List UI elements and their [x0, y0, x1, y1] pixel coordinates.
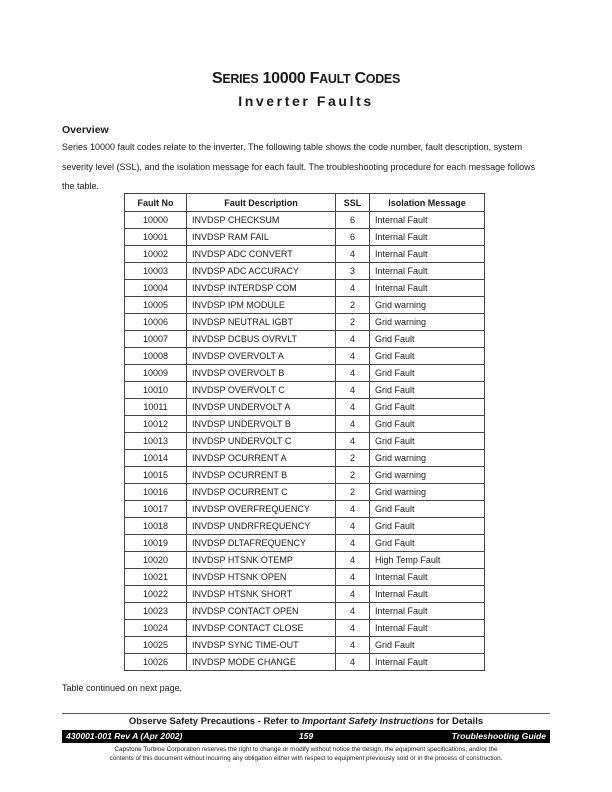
- cell-ssl: 6: [336, 212, 370, 229]
- cell-isolation-message: Grid Fault: [370, 399, 485, 416]
- cell-fault-description: INVDSP DCBUS OVRVLT: [187, 331, 336, 348]
- cell-fault-description: INVDSP SYNC TIME-OUT: [187, 637, 336, 654]
- footer-bar: [62, 730, 550, 743]
- cell-isolation-message: Grid Fault: [370, 637, 485, 654]
- cell-fault-no: 10010: [125, 382, 187, 399]
- cell-fault-description: INVDSP HTSNK SHORT: [187, 586, 336, 603]
- cell-fault-no: 10026: [125, 654, 187, 671]
- table-row: [125, 518, 485, 535]
- safety-text: for Details: [434, 716, 484, 727]
- cell-ssl: 4: [336, 535, 370, 552]
- cell-isolation-message: Grid Fault: [370, 535, 485, 552]
- cell-ssl: 2: [336, 484, 370, 501]
- cell-ssl: 4: [336, 586, 370, 603]
- cell-fault-description: INVDSP ADC CONVERT: [187, 246, 336, 263]
- cell-fault-description: INVDSP DLTAFREQUENCY: [187, 535, 336, 552]
- cell-fault-description: INVDSP MODE CHANGE: [187, 654, 336, 671]
- cell-isolation-message: High Temp Fault: [370, 552, 485, 569]
- cell-ssl: 4: [336, 654, 370, 671]
- cell-fault-no: 10007: [125, 331, 187, 348]
- cell-fault-no: 10011: [125, 399, 187, 416]
- cell-fault-no: 10002: [125, 246, 187, 263]
- table-row: [125, 484, 485, 501]
- table-row: [125, 399, 485, 416]
- cell-fault-description: INVDSP OCURRENT A: [187, 450, 336, 467]
- cell-fault-description: INVDSP RAM FAIL: [187, 229, 336, 246]
- cell-fault-description: INVDSP UNDERVOLT C: [187, 433, 336, 450]
- safety-text: Observe Safety Precautions - Refer to: [128, 716, 303, 727]
- table-row: [125, 467, 485, 484]
- cell-ssl: 4: [336, 348, 370, 365]
- table-row: [125, 348, 485, 365]
- cell-fault-no: 10014: [125, 450, 187, 467]
- header-fault-description: Fault Description: [187, 194, 336, 212]
- cell-fault-no: 10016: [125, 484, 187, 501]
- cell-isolation-message: Grid Fault: [370, 348, 485, 365]
- intro-paragraph: Series 10000 fault codes relate to the inverter. The following table shows the code number, fault description, system severity level (SSL), and the isolation message for each fault. The troubleshooting procedure for each message follows the table.: [62, 142, 536, 191]
- cell-fault-no: 10008: [125, 348, 187, 365]
- cell-isolation-message: Internal Fault: [370, 620, 485, 637]
- cell-fault-no: 10018: [125, 518, 187, 535]
- cell-ssl: 4: [336, 280, 370, 297]
- table-row: [125, 433, 485, 450]
- page-subtitle: Inverter Faults: [238, 93, 374, 109]
- document-id: 430001-001 Rev A (Apr 2002): [66, 731, 183, 741]
- cell-ssl: 3: [336, 263, 370, 280]
- table-row: [125, 365, 485, 382]
- cell-fault-no: 10000: [125, 212, 187, 229]
- cell-fault-no: 10017: [125, 501, 187, 518]
- table-row: [125, 229, 485, 246]
- cell-ssl: 4: [336, 331, 370, 348]
- cell-isolation-message: Grid warning: [370, 450, 485, 467]
- table-header-row: [125, 194, 485, 212]
- footer-divider: [62, 713, 550, 714]
- cell-fault-description: INVDSP OVERFREQUENCY: [187, 501, 336, 518]
- cell-isolation-message: Grid Fault: [370, 331, 485, 348]
- cell-fault-description: INVDSP OVERVOLT A: [187, 348, 336, 365]
- cell-isolation-message: Internal Fault: [370, 569, 485, 586]
- table-row: [125, 569, 485, 586]
- cell-fault-no: 10013: [125, 433, 187, 450]
- cell-fault-description: INVDSP ADC ACCURACY: [187, 263, 336, 280]
- cell-ssl: 4: [336, 637, 370, 654]
- table-row: [125, 263, 485, 280]
- table-row: [125, 212, 485, 229]
- cell-fault-description: INVDSP UNDRFREQUENCY: [187, 518, 336, 535]
- cell-fault-no: 10021: [125, 569, 187, 586]
- cell-fault-description: INVDSP HTSNK OTEMP: [187, 552, 336, 569]
- table-row: [125, 552, 485, 569]
- cell-fault-no: 10004: [125, 280, 187, 297]
- table-row: [125, 620, 485, 637]
- cell-isolation-message: Grid warning: [370, 297, 485, 314]
- cell-ssl: 2: [336, 450, 370, 467]
- disclaimer: [62, 746, 550, 763]
- cell-isolation-message: Internal Fault: [370, 246, 485, 263]
- cell-fault-no: 10005: [125, 297, 187, 314]
- disclaimer-line: contents of this document without incurring any obligation either with respect to equipment previously sold or in the process of construction.: [109, 754, 503, 762]
- cell-ssl: 6: [336, 229, 370, 246]
- cell-isolation-message: Internal Fault: [370, 280, 485, 297]
- table-row: [125, 297, 485, 314]
- table-row: [125, 654, 485, 671]
- cell-isolation-message: Grid warning: [370, 484, 485, 501]
- cell-isolation-message: Internal Fault: [370, 263, 485, 280]
- cell-ssl: 2: [336, 297, 370, 314]
- cell-ssl: 4: [336, 382, 370, 399]
- cell-fault-no: 10025: [125, 637, 187, 654]
- page-number: 159: [298, 731, 314, 741]
- cell-fault-no: 10009: [125, 365, 187, 382]
- title-part: AULT: [319, 72, 351, 86]
- table-row: [125, 637, 485, 654]
- cell-isolation-message: Internal Fault: [370, 212, 485, 229]
- table-continued-note: Table continued on next page.: [62, 683, 183, 693]
- table-row: [125, 450, 485, 467]
- table-row: [125, 416, 485, 433]
- cell-fault-no: 10012: [125, 416, 187, 433]
- cell-fault-no: 10019: [125, 535, 187, 552]
- cell-isolation-message: Internal Fault: [370, 229, 485, 246]
- cell-fault-description: INVDSP UNDERVOLT B: [187, 416, 336, 433]
- cell-ssl: 4: [336, 246, 370, 263]
- title-part: C: [350, 70, 366, 87]
- cell-fault-description: INVDSP OVERVOLT C: [187, 382, 336, 399]
- title-part: S: [212, 70, 223, 87]
- cell-fault-description: INVDSP UNDERVOLT A: [187, 399, 336, 416]
- cell-fault-description: INVDSP IPM MODULE: [187, 297, 336, 314]
- overview-heading: Overview: [62, 124, 109, 136]
- header-fault-no: Fault No: [125, 194, 187, 212]
- cell-isolation-message: Internal Fault: [370, 586, 485, 603]
- safety-instructions-reference: Important Safety Instructions: [302, 716, 435, 727]
- disclaimer-line: Capstone Turbine Corporation reserves the right to change or modify without notice the design, the equipment specifications, and/or the: [114, 746, 498, 753]
- cell-ssl: 4: [336, 365, 370, 382]
- cell-fault-description: INVDSP OVERVOLT B: [187, 365, 336, 382]
- cell-isolation-message: Grid Fault: [370, 416, 485, 433]
- cell-ssl: 2: [336, 314, 370, 331]
- cell-ssl: 4: [336, 569, 370, 586]
- page-title: [0, 70, 612, 88]
- table-row: [125, 331, 485, 348]
- header-ssl: SSL: [336, 194, 370, 212]
- cell-fault-no: 10020: [125, 552, 187, 569]
- cell-ssl: 4: [336, 620, 370, 637]
- title-part: 10000 F: [258, 70, 320, 87]
- cell-fault-no: 10001: [125, 229, 187, 246]
- cell-ssl: 4: [336, 433, 370, 450]
- table-row: [125, 603, 485, 620]
- cell-isolation-message: Grid Fault: [370, 501, 485, 518]
- table-row: [125, 246, 485, 263]
- cell-fault-description: INVDSP INTERDSP COM: [187, 280, 336, 297]
- fault-codes-table: [124, 193, 485, 671]
- cell-isolation-message: Grid Fault: [370, 518, 485, 535]
- cell-fault-no: 10003: [125, 263, 187, 280]
- header-isolation-message: Isolation Message: [370, 194, 485, 212]
- cell-fault-no: 10023: [125, 603, 187, 620]
- cell-fault-description: INVDSP CHECKSUM: [187, 212, 336, 229]
- cell-ssl: 4: [336, 518, 370, 535]
- cell-fault-description: INVDSP NEUTRAL IGBT: [187, 314, 336, 331]
- cell-ssl: 4: [336, 552, 370, 569]
- cell-isolation-message: Grid Fault: [370, 365, 485, 382]
- table-row: [125, 501, 485, 518]
- table-row: [125, 535, 485, 552]
- cell-fault-no: 10022: [125, 586, 187, 603]
- cell-fault-description: INVDSP CONTACT CLOSE: [187, 620, 336, 637]
- cell-ssl: 4: [336, 501, 370, 518]
- cell-isolation-message: Grid warning: [370, 314, 485, 331]
- guide-name: Troubleshooting Guide: [451, 731, 546, 741]
- cell-isolation-message: Grid Fault: [370, 433, 485, 450]
- title-part: ODES: [365, 72, 400, 86]
- cell-ssl: 4: [336, 399, 370, 416]
- cell-isolation-message: Grid Fault: [370, 382, 485, 399]
- cell-fault-no: 10015: [125, 467, 187, 484]
- cell-fault-description: INVDSP HTSNK OPEN: [187, 569, 336, 586]
- title-part: ERIES: [222, 72, 259, 86]
- table-row: [125, 314, 485, 331]
- table-row: [125, 280, 485, 297]
- cell-ssl: 4: [336, 416, 370, 433]
- cell-ssl: 2: [336, 467, 370, 484]
- cell-fault-description: INVDSP OCURRENT C: [187, 484, 336, 501]
- table-body: [125, 212, 485, 671]
- table-row: [125, 586, 485, 603]
- cell-fault-description: INVDSP OCURRENT B: [187, 467, 336, 484]
- cell-fault-no: 10024: [125, 620, 187, 637]
- cell-ssl: 4: [336, 603, 370, 620]
- cell-fault-description: INVDSP CONTACT OPEN: [187, 603, 336, 620]
- cell-fault-no: 10006: [125, 314, 187, 331]
- cell-isolation-message: Internal Fault: [370, 654, 485, 671]
- cell-isolation-message: Internal Fault: [370, 603, 485, 620]
- safety-notice: [62, 716, 550, 727]
- table-row: [125, 382, 485, 399]
- cell-isolation-message: Grid warning: [370, 467, 485, 484]
